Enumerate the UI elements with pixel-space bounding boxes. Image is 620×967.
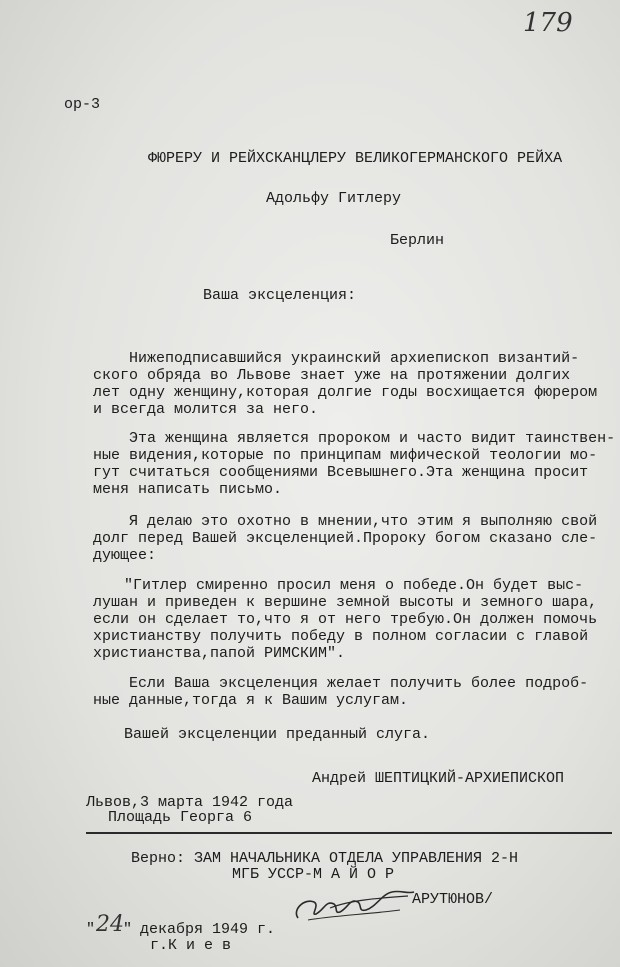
paragraph-line: Я делаю это охотно в мнении,что этим я выполняю свой [129, 513, 598, 530]
addressee-name: Адольфу Гитлеру [266, 190, 402, 207]
date-day-close-quote: " [123, 921, 133, 938]
place-date: Львов,3 марта 1942 года [86, 794, 294, 811]
salutation: Ваша эксцеленция: [203, 287, 357, 304]
signature-line: Андрей ШЕПТИЦКИЙ-АРХИЕПИСКОП [312, 770, 565, 787]
paragraph-line: лет одну женщину,которая долгие годы восхищается фюрером [93, 384, 598, 401]
closing: Вашей эксцеленции преданный слуга. [124, 726, 431, 743]
paragraph-line: Нижеподписавшийся украинский архиепископ византий- [129, 350, 580, 367]
paragraph-line: гут считаться сообщениями Всевышнего.Эта женщина просит [93, 464, 589, 481]
paragraph-line: долг перед Вашей эксцеленцией.Пророку богом сказано сле- [93, 530, 598, 547]
date-day-open-quote: " [86, 921, 96, 938]
paragraph-line: ные данные,тогда я к Вашим услугам. [93, 692, 409, 709]
divider [86, 832, 612, 834]
address: Площадь Георга 6 [108, 809, 253, 826]
certifier-name: АРУТЮНОВ/ [412, 891, 494, 908]
archive-number: 179 [523, 8, 573, 38]
quote-line: христианству получить победу в полном согласии с главой [93, 628, 589, 645]
paragraph-line: и всегда молится за него. [93, 401, 319, 418]
paragraph-line: Эта женщина является пророком и часто видит таинствен- [129, 430, 616, 447]
certification-rank: МГБ УССР-М А Й О Р [232, 866, 395, 883]
paragraph-line: ского обряда во Львове знает уже на протяжении долгих [93, 367, 571, 384]
paragraph-line: Если Ваша эксцеленция желает получить более подроб- [129, 675, 589, 692]
addressee-city: Берлин [390, 232, 445, 249]
quote-line: "Гитлер смиренно просил меня о победе.Он будет выс- [124, 577, 584, 594]
quote-line: христианства,папой РИМСКИМ". [93, 645, 346, 662]
date-day: 24 [96, 912, 124, 937]
handwritten-signature-icon [290, 880, 420, 930]
paragraph-line: ные видения,которые по принципам мифической теологии мо- [93, 447, 598, 464]
quote-line: если он сделает то,что я от него требую.Он должен помочь [93, 611, 598, 628]
certification-city: г.К и е в [150, 937, 232, 954]
paragraph-line: дующее: [93, 547, 157, 564]
document-code: ор-3 [64, 96, 101, 113]
certification-title: Верно: ЗАМ НАЧАЛЬНИКА ОТДЕЛА УПРАВЛЕНИЯ 2-Н [131, 850, 519, 867]
addressee-title: ФЮРЕРУ И РЕЙХСКАНЦЛЕРУ ВЕЛИКОГЕРМАНСКОГО РЕЙХА [148, 150, 563, 167]
paragraph-line: меня написать письмо. [93, 481, 283, 498]
quote-line: лушан и приведен к вершине земной высоты и земного шара, [93, 594, 598, 611]
certification-date: декабря 1949 г. [140, 921, 276, 938]
